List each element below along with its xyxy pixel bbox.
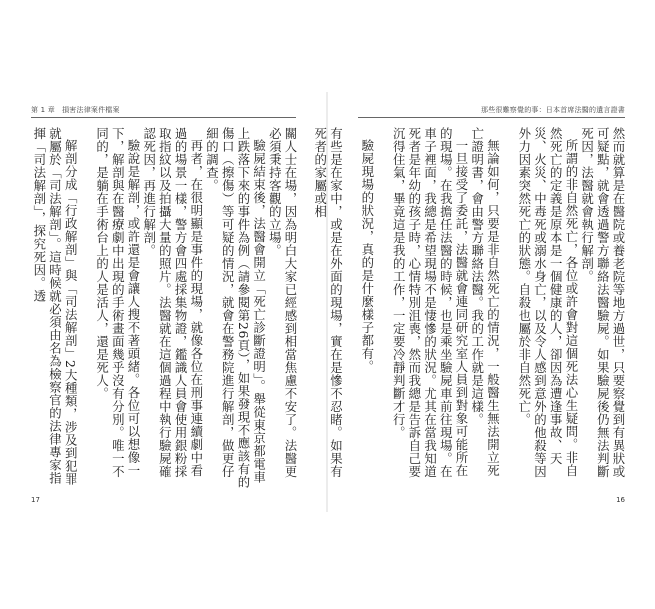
right-paragraph-2: 所謂的非自然死亡，各位或許會對這個死法心生疑問。非自然死亡的定義是原本是一個健康的人，卻因為遭逢事故、天災、火災、中毒死或溺水身亡，以及令人感到意外的他殺等因外力因素突然死亡的狀態。自殺也屬於非自然死亡。 (516, 127, 579, 478)
right-body-text (312, 127, 626, 489)
left-page-number: 17 (31, 496, 40, 504)
right-page-number: 16 (616, 496, 625, 504)
right-page (312, 0, 655, 609)
right-paragraph-6: 有些是在家中，或是在外面的現場，實在是慘不忍睹。如果有死者的家屬或相 (312, 127, 344, 478)
left-paragraph-3: 再者，在很明顯是事件的現場，就像各位在刑事連續劇中看過的場景一樣，警方會四處採集物證，鑑識人員會使用銀粉採取指紋以及拍攝大量的照片。法醫就在這個過程中執行驗屍確認死因，再進行解剖。 (141, 127, 204, 478)
left-paragraph-2: 驗屍結束後，法醫會開立「死亡診斷證明」。舉從東京都電車上跌落下來的事件為例（請參閱第26頁），如果發現不應該有的傷口（擦傷）等可疑的情況，就會在警務院進行解剖，做更仔細的調查。 (204, 127, 267, 489)
right-paragraph-1: 然而就算是在醫院或養老院等地方過世，只要察覺到有異狀或可疑點，就會透過警方聯絡法醫驗屍。如果驗屍後仍無法判斷死因，法醫就會執行解剖。 (579, 127, 626, 478)
right-paragraph-5: 驗屍現場的狀況，真的是什麼樣子都有。 (359, 139, 375, 374)
left-header-rule (31, 117, 296, 118)
right-paragraph-4: 一旦接受了委託，法醫就會連同研究室人員到對象可能所在的現場。在我擔任法醫的時候，也是乘坐驗屍車前往現場。在車子裡面，我總是希望現場不是悽慘的狀況。尤其在當我知道死者是年幼的孩子時，心情特別沮喪，然而我總是告訴自己要沉得住氣，畢竟這是我的工作，一定要冷靜判斷才行。 (391, 127, 469, 478)
left-paragraph-1: 關人士在場，因為明白大家已經感到相當焦慮不安了。法醫更必須秉持客觀的立場。 (267, 127, 298, 478)
left-page (0, 0, 327, 609)
left-body-text (31, 127, 298, 489)
right-header-rule (358, 117, 625, 118)
left-running-header: 第 1 章 損害法律案件檔案 (31, 106, 120, 114)
right-running-header: 那些很難察覺的事：日本首席法醫的遺言證書 (481, 106, 625, 114)
left-paragraph-5: 解剖分成「行政解剖」與「司法解剖」2大種類，涉及到犯罪就屬於「司法解剖」。這時候就必須由名為檢察官的法律專家指揮「司法解剖」，探究死因。透 (31, 127, 79, 486)
left-paragraph-4: 驗說是解剖，或許還是會讓人搜不著頭緒。各位可以想像一下，解剖與在醫療劇中出現的手術畫面幾乎沒有分別。唯一不同的，是躺在手術台上的人是活人，還是死人。 (94, 127, 141, 478)
right-paragraph-3: 無論如何，只要是非自然死亡的情況，一般醫生無法開立死亡證明書，會由警方聯絡法醫。我的工作就是這樣。 (469, 127, 501, 478)
